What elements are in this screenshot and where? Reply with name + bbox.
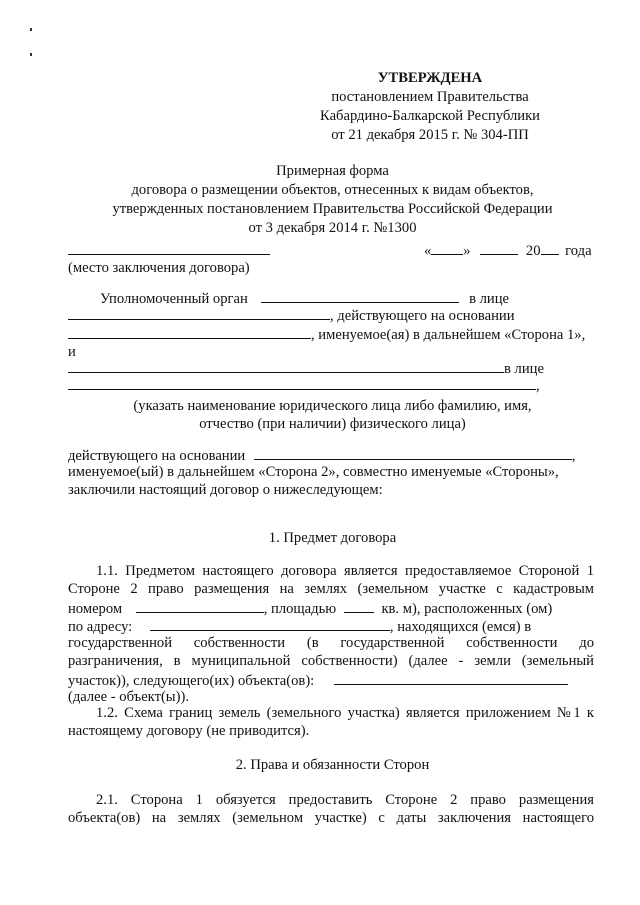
scan-mark (30, 53, 32, 56)
party2-hint: отчество (при наличии) физического лица) (199, 416, 466, 432)
cadastral-line (68, 599, 552, 618)
approval-line: постановлением Правительства (331, 89, 529, 105)
form-title: от 3 декабря 2014 г. №1300 (248, 220, 417, 236)
cadastral-label: номером (68, 601, 123, 617)
party2-line2 (68, 376, 540, 395)
section1-heading: 1. Предмет договора (268, 530, 397, 546)
party2-rep-field[interactable] (68, 376, 536, 390)
auth-organ-field[interactable] (261, 289, 459, 303)
approval-line: Кабардино-Балкарской Республики (320, 108, 540, 124)
located-label: , находящихся (емся) в (389, 619, 532, 635)
year-prefix: 20 (525, 243, 541, 259)
party1-line2 (68, 306, 515, 325)
party2-basis-field[interactable] (254, 446, 572, 460)
party1-line3 (68, 325, 585, 344)
cadastral-number-field[interactable] (136, 599, 264, 613)
address-line (68, 617, 531, 636)
section1-paragraph: настоящему договору (не приводится). (68, 723, 310, 739)
area-field[interactable] (344, 599, 374, 613)
address-label: по адресу: (68, 619, 133, 635)
party2-acting (68, 446, 576, 465)
approval-line: от 21 декабря 2015 г. № 304-ПП (331, 127, 529, 143)
section2-heading: 2. Права и обязанности Сторон (235, 757, 430, 773)
section2-paragraph: объекта(ов) на землях (земельном участке) с даты заключения настоящего (68, 810, 594, 826)
address-field[interactable] (150, 617, 390, 631)
named-party1-label: , именуемое(ая) в дальнейшем «Сторона 1», (311, 327, 586, 343)
in-person-label: в лице (469, 291, 510, 307)
section1-paragraph: государственной собственности (в государственной собственности до (68, 635, 594, 651)
comma: , (571, 448, 576, 464)
scan-mark (30, 28, 32, 31)
quote-open: « (424, 243, 432, 259)
place-label: (место заключения договора) (68, 260, 250, 276)
objects-label: участок)), следующего(их) объекта(ов): (68, 673, 315, 689)
section1-paragraph: Стороне 2 право размещения на землях (земельном участке с кадастровым (68, 581, 594, 597)
quote-close: » (463, 243, 471, 259)
section2-paragraph: 2.1. Сторона 1 обязуется предоставить Стороне 2 право размещения (96, 792, 594, 808)
auth-organ-label: Уполномоченный орган (100, 291, 248, 307)
section1-paragraph: 1.1. Предметом настоящего договора является предоставляемое Стороной 1 (96, 563, 594, 579)
representative-field[interactable] (68, 306, 330, 320)
concluded-text: заключили настоящий договор о нижеследующем: (68, 482, 383, 498)
section1-paragraph: разграничения, в муниципальной собственности) (далее - земли (земельный (68, 653, 594, 669)
form-title: Примерная форма (276, 163, 389, 179)
form-title: утвержденных постановлением Правительства Российской Федерации (112, 201, 553, 217)
year-suffix: года (565, 243, 592, 259)
in-person2-label: в лице (504, 361, 544, 377)
date-field[interactable] (424, 241, 592, 260)
basis-field[interactable] (68, 325, 311, 339)
party2-hint: (указать наименование юридического лица либо фамилию, имя, (133, 398, 532, 414)
section1-paragraph: 1.2. Схема границ земель (земельного участка) является приложением №1 к (96, 705, 594, 721)
comma: , (536, 378, 540, 394)
objects-line (68, 671, 568, 690)
area-unit-label: кв. м), расположенных (ом) (381, 601, 553, 617)
and-label: и (68, 344, 76, 360)
acting-basis-label: , действующего на основании (330, 308, 515, 324)
area-label: , площадью (263, 601, 337, 617)
section1-paragraph: (далее - объект(ы)). (68, 689, 189, 705)
form-title: договора о размещении объектов, отнесенных к видам объектов, (131, 182, 534, 198)
objects-field[interactable] (334, 671, 568, 685)
place-field[interactable] (68, 241, 270, 260)
acting2-label: действующего на основании (68, 448, 246, 464)
named-party2: именуемое(ый) в дальнейшем «Сторона 2», совместно именуемые «Стороны», (68, 464, 559, 480)
party2-name-field[interactable] (68, 359, 504, 373)
approval-title: УТВЕРЖДЕНА (377, 70, 483, 86)
